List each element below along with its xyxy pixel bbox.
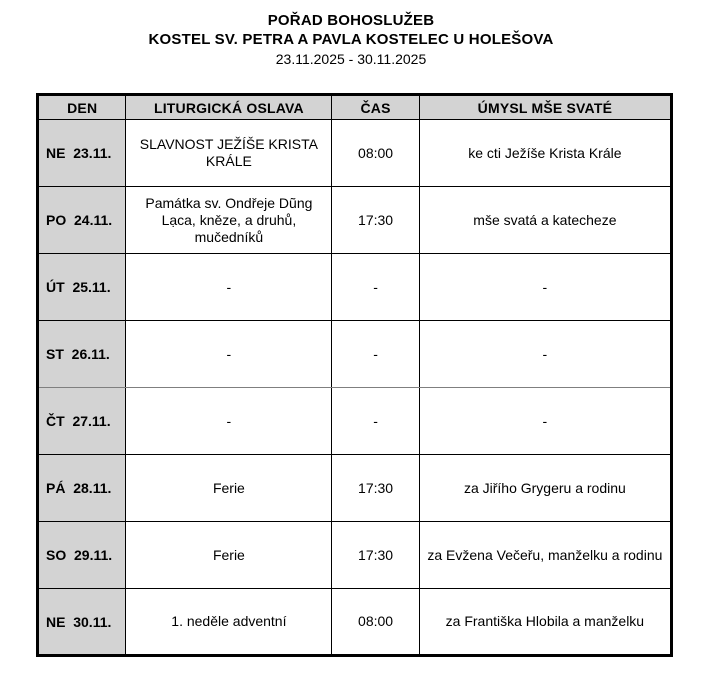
table-row-st-26-11 [38, 321, 672, 388]
intention-cell: za Jiřího Grygeru a rodinu [419, 455, 671, 522]
intention-cell: - [419, 254, 671, 321]
liturgy-cell: 1. neděle adventní [126, 589, 332, 656]
time-cell: - [332, 388, 419, 455]
column-header-umysl-mse-svate: ÚMYSL MŠE SVATÉ [419, 95, 671, 120]
column-header-cas: ČAS [332, 95, 419, 120]
intention-cell: - [419, 321, 671, 388]
table-row-po-24-11 [38, 187, 672, 254]
table-header-row [38, 95, 672, 120]
column-header-liturgicka-oslava: LITURGICKÁ OSLAVA [126, 95, 332, 120]
table-row-pa-28-11 [38, 455, 672, 522]
table-row-ct-27-11 [38, 388, 672, 455]
time-cell: 17:30 [332, 187, 419, 254]
liturgy-cell: Ferie [126, 522, 332, 589]
document-header [0, 11, 702, 69]
table-row-ne-23-11 [38, 120, 672, 187]
table-row-ut-25-11 [38, 254, 672, 321]
time-cell: - [332, 321, 419, 388]
day-cell: PÁ 28.11. [38, 455, 126, 522]
day-cell: ST 26.11. [38, 321, 126, 388]
intention-cell: za Františka Hlobila a manželku [419, 589, 671, 656]
church-name: KOSTEL SV. PETRA A PAVLA KOSTELEC U HOLEŠOVA [148, 31, 554, 48]
liturgy-cell: SLAVNOST JEŽÍŠE KRISTA KRÁLE [126, 120, 332, 187]
liturgy-cell: - [126, 388, 332, 455]
liturgy-cell: - [126, 254, 332, 321]
day-cell: ČT 27.11. [38, 388, 126, 455]
liturgy-cell: Ferie [126, 455, 332, 522]
time-cell: 08:00 [332, 120, 419, 187]
date-range: 23.11.2025 - 30.11.2025 [275, 51, 427, 67]
day-cell: SO 29.11. [38, 522, 126, 589]
mass-schedule-table [36, 93, 673, 657]
intention-cell: za Evžena Večeřu, manželku a rodinu [419, 522, 671, 589]
day-cell: NE 23.11. [38, 120, 126, 187]
day-cell: NE 30.11. [38, 589, 126, 656]
time-cell: - [332, 254, 419, 321]
intention-cell: - [419, 388, 671, 455]
column-header-den: DEN [38, 95, 126, 120]
table-row-so-29-11 [38, 522, 672, 589]
day-cell: PO 24.11. [38, 187, 126, 254]
day-cell: ÚT 25.11. [38, 254, 126, 321]
time-cell: 17:30 [332, 455, 419, 522]
table-row-ne-30-11 [38, 589, 672, 656]
document-title: POŘAD BOHOSLUŽEB [267, 12, 435, 29]
time-cell: 08:00 [332, 589, 419, 656]
liturgy-cell: Památka sv. Ondřeje Dũng Lạca, kněze, a druhů, mučedníků [126, 187, 332, 254]
intention-cell: ke cti Ježíše Krista Krále [419, 120, 671, 187]
intention-cell: mše svatá a katecheze [419, 187, 671, 254]
time-cell: 17:30 [332, 522, 419, 589]
liturgy-cell: - [126, 321, 332, 388]
